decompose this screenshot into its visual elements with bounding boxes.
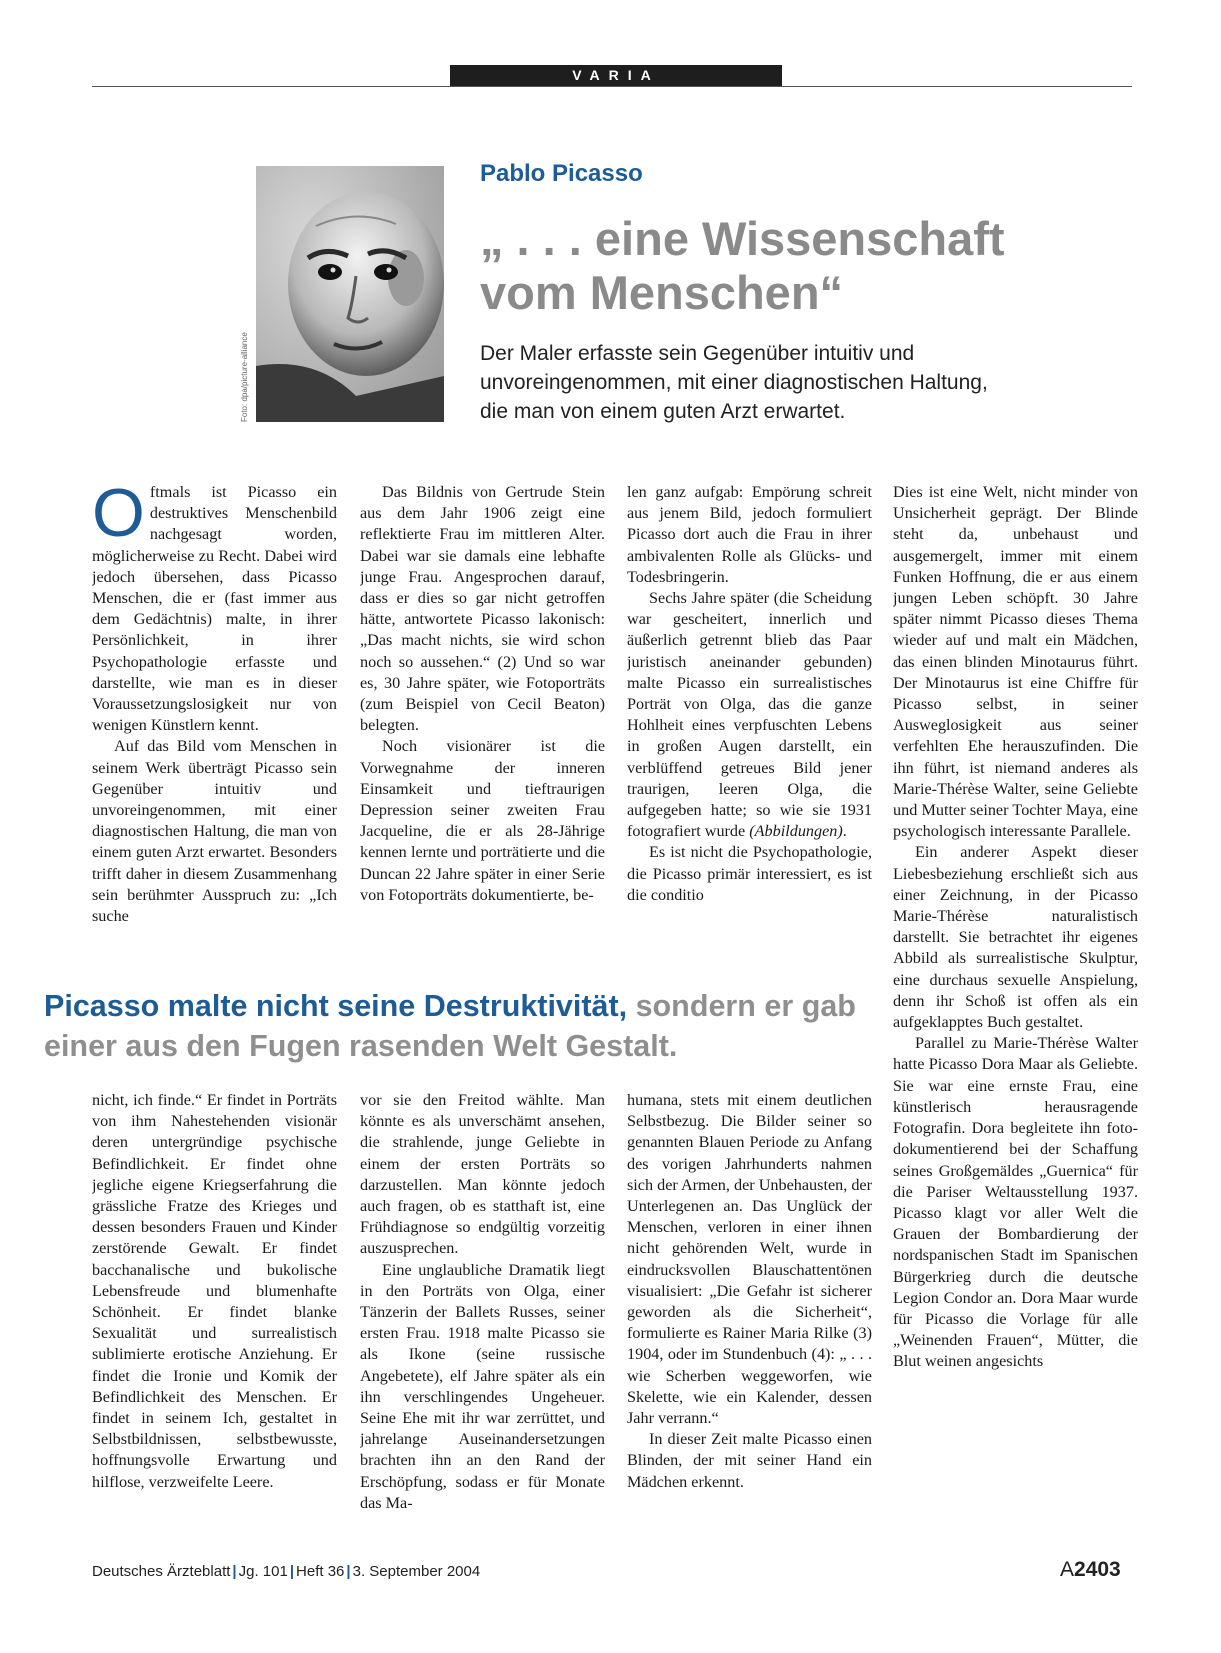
- paragraph: Eine unglaubliche Dramatik liegt in den Porträts von Olga, einer Tänzerin der Ballets Russes, seiner ersten Frau. 1918 malte Picasso sie als Ikone (seine russische Angebetete), elf Jahre später als ein ihn verschlingendes Ungeheuer. Seine Ehe mit ihr war zerrüttet, und jahrelange Auseinandersetzungen brachten ihn an den Rand der Erschöpfung, sodass er für Monate das Ma-: [360, 1260, 605, 1512]
- article-kicker: Pablo Picasso: [480, 160, 643, 187]
- footer-citation: [92, 1563, 480, 1580]
- issue: Heft 36: [296, 1563, 345, 1580]
- paragraph: Ein anderer Aspekt dieser Liebesbeziehung erschließt sich aus einer Zeichnung, in der Picasso Marie-Thérèse naturalistisch darstellt. Sie betrachtet ihr eigenes Abbild als surrealistische Skulptur, eine durchaus sexuelle Anspielung, denn ihr Schoß ist offen als ein aufgeklapptes Buch gestaltet.: [893, 843, 1138, 1032]
- paragraph: Es ist nicht die Psychopathologie, die Picasso primär interessiert, es ist die conditio: [627, 843, 872, 904]
- section-label: VARIA: [450, 65, 782, 86]
- pull-quote-part-1: Picasso malte nicht seine Destruktivität,: [44, 989, 628, 1023]
- column-1-top: [92, 482, 337, 966]
- column-1-bottom: [92, 1090, 337, 1530]
- headline-line-1: „ . . . eine Wissenschaft: [480, 212, 1005, 265]
- paragraph-text: Sechs Jahre später (die Scheidung war gescheitert, innerlich und äußerlich getrennt blieb das Paar juristisch aneinander gebunden) malte Picasso ein surrealistisches Porträt von Olga, das die ganze Hohlheit eines verpfuschten Lebens in großen Augen darstellt, ein verblüffend getreues Bild jener traurigen, leeren Olga, die aufgegeben hatte; so wie sie 1931 fotografiert wurde: [627, 589, 872, 841]
- column-4: [893, 482, 1138, 1528]
- figure-reference: (Abbildungen): [749, 822, 843, 841]
- volume: Jg. 101: [238, 1563, 288, 1580]
- pull-quote: [44, 986, 884, 1066]
- paragraph: Dies ist eine Welt, nicht minder von Unsicherheit geprägt. Der Blinde steht da, unbehaust und ausgemergelt, immer mit einem Funken Hoffnung, die er aus einem jungen Leben schöpft. 30 Jahre später nimmt Picasso dieses Thema wieder auf und malt ein Mädchen, das einen blinden Minotaurus führt. Der Minotaurus ist eine Chiffre für Picasso selbst, in seiner Ausweglosigkeit aus seiner verfehlten Ehe herauszufinden. Die ihn führt, ist niemand anderes als Marie-Thérèse Walter, seine Geliebte und Mutter seiner Tochter Maya, eine psychologisch interessante Parallele.: [893, 483, 1138, 841]
- paragraph: Sechs Jahre später (die Scheidung war gescheitert, innerlich und äußerlich getrennt blieb das Paar juristisch aneinander gebunden) malte Picasso ein surrealistisches Porträt von Olga, das die ganze Hohlheit eines verpfuschten Lebens in großen Augen darstellt, ein verblüffend getreues Bild jener traurigen, leeren Olga, die aufgegeben hatte; so wie sie 1931 fotografiert wurde (Abbildungen).: [627, 589, 872, 841]
- paragraph: Parallel zu Marie-Thérèse Walter hatte Picasso Dora Maar als Geliebte. Sie war eine ernste Frau, eine künstlerisch herausragende Fotografin. Dora begleitete ihn foto-dokumentierend bei der Schaffung seines Großgemäldes „Guernica“ für die Pariser Weltausstellung 1937. Picasso klagt vor aller Welt die Grauen der Bombardierung der nordspanischen Stadt im Spanischen Bürgerkrieg durch die deutsche Legion Condor an. Dora Maar wurde für Picasso die Vorlage für alle „Weinenden Frauen“, Mütter, die Blut weinen angesichts: [893, 1034, 1138, 1371]
- page-prefix: A: [1060, 1558, 1075, 1581]
- photo-credit: Foto: dpa/picture-alliance: [240, 332, 249, 422]
- journal-name: Deutsches Ärzteblatt: [92, 1563, 231, 1580]
- article-deck: Der Maler erfasste sein Gegenüber intuitiv und unvoreingenommen, mit einer diagnostischen Haltung, die man von einem guten Arzt erwartet.: [480, 342, 988, 423]
- paragraph: Das Bildnis von Gertrude Stein aus dem Jahr 1906 zeigt eine reflektierte Frau im mittleren Alter. Dabei war sie damals eine lebhafte junge Frau. Angesprochen darauf, dass er dies so gar nicht getroffen hätte, antwortete Picasso lakonisch: „Das macht nichts, sie wird schon noch so aussehen.“ (2) Und so war es, 30 Jahre später, wie Fotoporträts (zum Beispiel von Cecil Beaton) belegten.: [360, 483, 605, 735]
- separator: |: [232, 1563, 237, 1580]
- paragraph: len ganz aufgab: Empörung schreit aus jenem Bild, jedoch formuliert Picasso dort auch die Frau in ihrer ambivalenten Rolle als Glücks- und Todesbringerin.: [627, 483, 872, 586]
- paragraph: nicht, ich finde.“ Er findet in Porträts von ihm Nahestehenden visionär deren untergründige psychische Befindlichkeit. Er findet ohne jegliche eigene Kriegserfahrung die grässliche Fratze des Krieges und dessen besonders Frauen und Kinder zerstörende Gewalt. Er findet bacchanalische und bukolische Lebensfreude und blumenhafte Schönheit. Er findet blanke Sexualität und surrealistisch sublimierte erotische Anziehung. Er findet die Ironie und Komik der Befindlichkeit des Menschen. Er findet in seinem Ich, gestaltet in Selbstbildnissen, selbstbewusste, hoffnungsvolle Erwartung und hilflose, verzweifelte Leere.: [92, 1091, 337, 1491]
- paragraph: In dieser Zeit malte Picasso einen Blinden, der mit seiner Hand ein Mädchen erkennt.: [627, 1430, 872, 1491]
- drop-cap: O: [92, 482, 145, 551]
- page-number: [1060, 1558, 1121, 1582]
- pull-quote-part-2: sondern er gab einer aus den Fugen rasenden Welt Gestalt.: [44, 989, 856, 1063]
- paragraph: humana, stets mit einem deutlichen Selbstbezug. Die Bilder seiner so genannten Blauen Periode zu Anfang des vorigen Jahrhunderts nahmen sich der Armen, der Unbehausten, der Unterlegenen an. Das Unglück der Menschen, verloren in einer ihnen nicht gehörenden Welt, wurde in eindrucksvollen Blauschattentönen visualisiert: „Die Gefahr ist sicherer geworden als die Sicherheit“, formulierte es Rainer Maria Rilke (3) 1904, oder im Stundenbuch (4): „ . . . wie Scherben weggeworfen, wie Skelette, wie ein Kalender, dessen Jahr verrann.“: [627, 1091, 872, 1428]
- paragraph: Auf das Bild vom Menschen in seinem Werk überträgt Picasso sein Gegenüber intuitiv und unvoreingenommen, mit einer diagnostischen Haltung, die man von einem guten Arzt erwartet. Besonders trifft daher in diesem Zusammenhang sein berühmter Ausspruch zu: „Ich suche: [92, 737, 337, 926]
- article-headline: [480, 212, 1040, 320]
- separator: |: [289, 1563, 295, 1580]
- column-2-top: [360, 482, 605, 966]
- paragraph: vor sie den Freitod wählte. Man könnte es als unverschämt ansehen, die strahlende, junge Geliebte in einem der ersten Porträts so darzustellen. Man könnte jedoch auch fragen, ob es statthaft ist, eine Frühdiagnose so endgültig vorzeitig auszusprechen.: [360, 1091, 605, 1258]
- column-2-bottom: [360, 1090, 605, 1530]
- separator: |: [346, 1563, 351, 1580]
- portrait-photo: [256, 166, 444, 422]
- headline-line-2: vom Menschen“: [480, 266, 844, 319]
- issue-date: 3. September 2004: [352, 1563, 481, 1580]
- page-number-value: 2403: [1074, 1558, 1121, 1581]
- header-rule: [92, 86, 1132, 87]
- paragraph: [92, 482, 337, 736]
- paragraph: Noch visionärer ist die Vorwegnahme der inneren Einsamkeit und tieftraurigen Depression seiner zweiten Frau Jacqueline, die er als 28-Jährige kennen lernte und porträtierte und die Duncan 22 Jahre später in einer Serie von Fotoporträts dokumentierte, be-: [360, 737, 605, 904]
- paragraph-text: ftmals ist Picasso ein destruktives Menschenbild nachgesagt worden, möglicherweise zu Recht. Dabei wird jedoch übersehen, dass Picasso Menschen, die er (fast immer aus dem Gedächtnis) malte, in ihrer Persönlichkeit, in ihrer Psychopathologie erfasste und darstellte, wie man es in dieser Voraussetzungslosigkeit nur von wenigen Künstlern kennt.: [92, 483, 337, 735]
- column-3-bottom: [627, 1090, 872, 1530]
- column-3-top: [627, 482, 872, 966]
